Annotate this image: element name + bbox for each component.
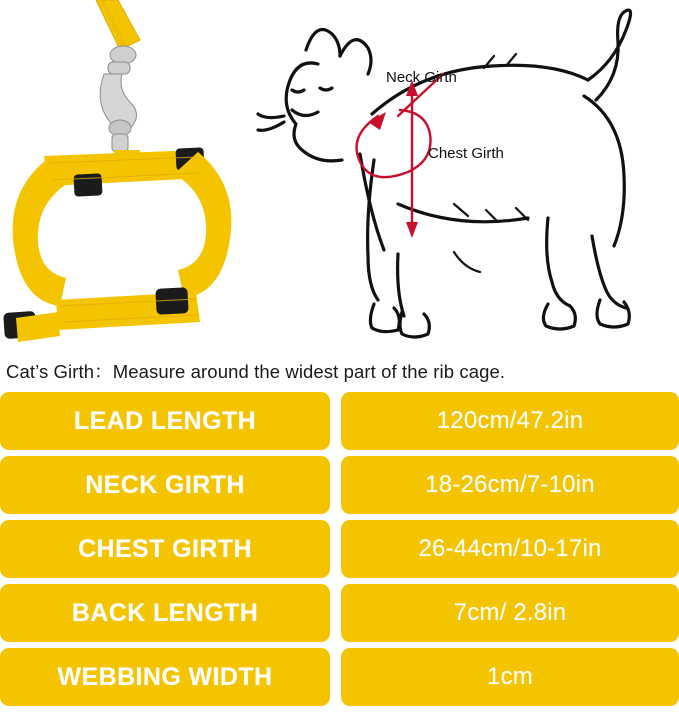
spec-key: BACK LENGTH bbox=[0, 584, 330, 642]
spec-key: WEBBING WIDTH bbox=[0, 648, 330, 706]
spec-value: 1cm bbox=[341, 648, 679, 706]
spec-key: LEAD LENGTH bbox=[0, 392, 330, 450]
spec-table bbox=[0, 392, 679, 712]
harness-illustration bbox=[0, 0, 250, 352]
table-row bbox=[0, 456, 679, 514]
table-row bbox=[0, 392, 679, 450]
spec-value: 26-44cm/10-17in bbox=[341, 520, 679, 578]
spec-value: 120cm/47.2in bbox=[341, 392, 679, 450]
cat-illustration bbox=[248, 4, 679, 352]
girth-caption: Cat’s Girth：Measure around the widest part of the rib cage. bbox=[6, 361, 506, 382]
spec-value: 18-26cm/7-10in bbox=[341, 456, 679, 514]
annotation-chest-girth: Chest Girth bbox=[428, 145, 504, 162]
spec-key: NECK GIRTH bbox=[0, 456, 330, 514]
annotation-neck-girth: Neck Girth bbox=[386, 69, 457, 86]
table-row bbox=[0, 520, 679, 578]
table-row bbox=[0, 648, 679, 706]
spec-key: CHEST GIRTH bbox=[0, 520, 330, 578]
table-row bbox=[0, 584, 679, 642]
illustration-area bbox=[0, 0, 679, 352]
spec-value: 7cm/ 2.8in bbox=[341, 584, 679, 642]
